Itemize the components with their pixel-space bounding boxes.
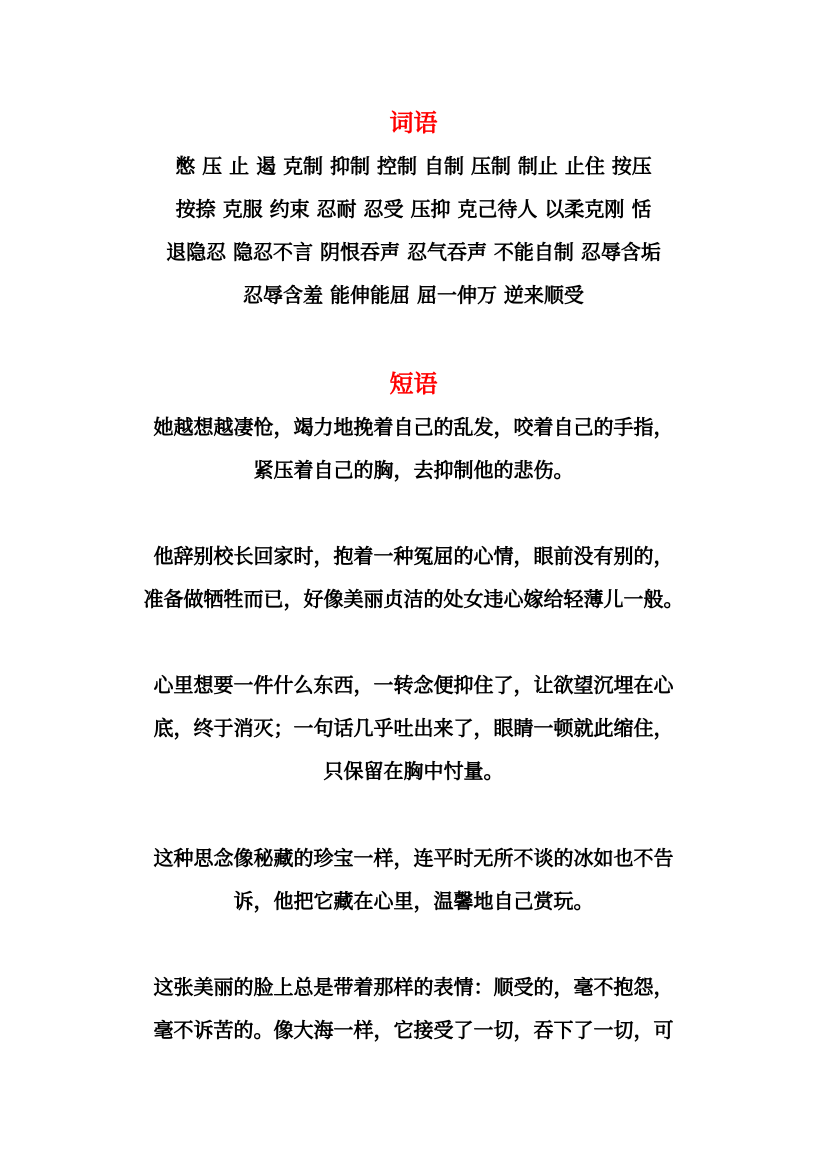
phrase-line: 心里想要一件什么东西，一转念便抑住了，让欲望沉埋在心: [153, 673, 674, 697]
phrase-line: 她越想越凄怆，竭力地挽着自己的乱发，咬着自己的手指，: [153, 415, 674, 439]
phrase-line: 底，终于消灭；一句话几乎吐出来了，眼睛一顿就此缩住，: [153, 716, 674, 740]
phrase-line: 毫不诉苦的。像大海一样，它接受了一切，吞下了一切，可: [153, 1018, 674, 1042]
phrase-line: 诉，他把它藏在心里，温馨地自己赏玩。: [233, 889, 594, 913]
vocabulary-line: 忍辱含羞 能伸能屈 屈一伸万 逆来顺受: [243, 283, 584, 307]
phrase-line: 这种思念像秘藏的珍宝一样，连平时无所不谈的冰如也不告: [153, 846, 674, 870]
vocabulary-line: 按捺 克服 约束 忍耐 忍受 压抑 克己待人 以柔克刚 恬: [175, 197, 652, 221]
phrase-line: 准备做牺牲而已，好像美丽贞洁的处女违心嫁给轻薄儿一般。: [143, 587, 684, 611]
phrase-line: 只保留在胸中忖量。: [323, 759, 504, 783]
phrase-line: 他辞别校长回家时，抱着一种冤屈的心情，眼前没有别的，: [153, 544, 674, 568]
vocabulary-heading: 词语: [389, 108, 438, 137]
vocabulary-line: 憋 压 止 遏 克制 抑制 控制 自制 压制 制止 止住 按压: [175, 154, 652, 178]
phrase-line: 紧压着自己的胸，去抑制他的悲伤。: [253, 458, 574, 482]
vocabulary-line: 退隐忍 隐忍不言 阴恨吞声 忍气吞声 不能自制 忍辱含垢: [166, 240, 661, 264]
phrase-line: 这张美丽的脸上总是带着那样的表情：顺受的，毫不抱怨，: [153, 975, 674, 999]
phrases-heading: 短语: [389, 369, 438, 398]
